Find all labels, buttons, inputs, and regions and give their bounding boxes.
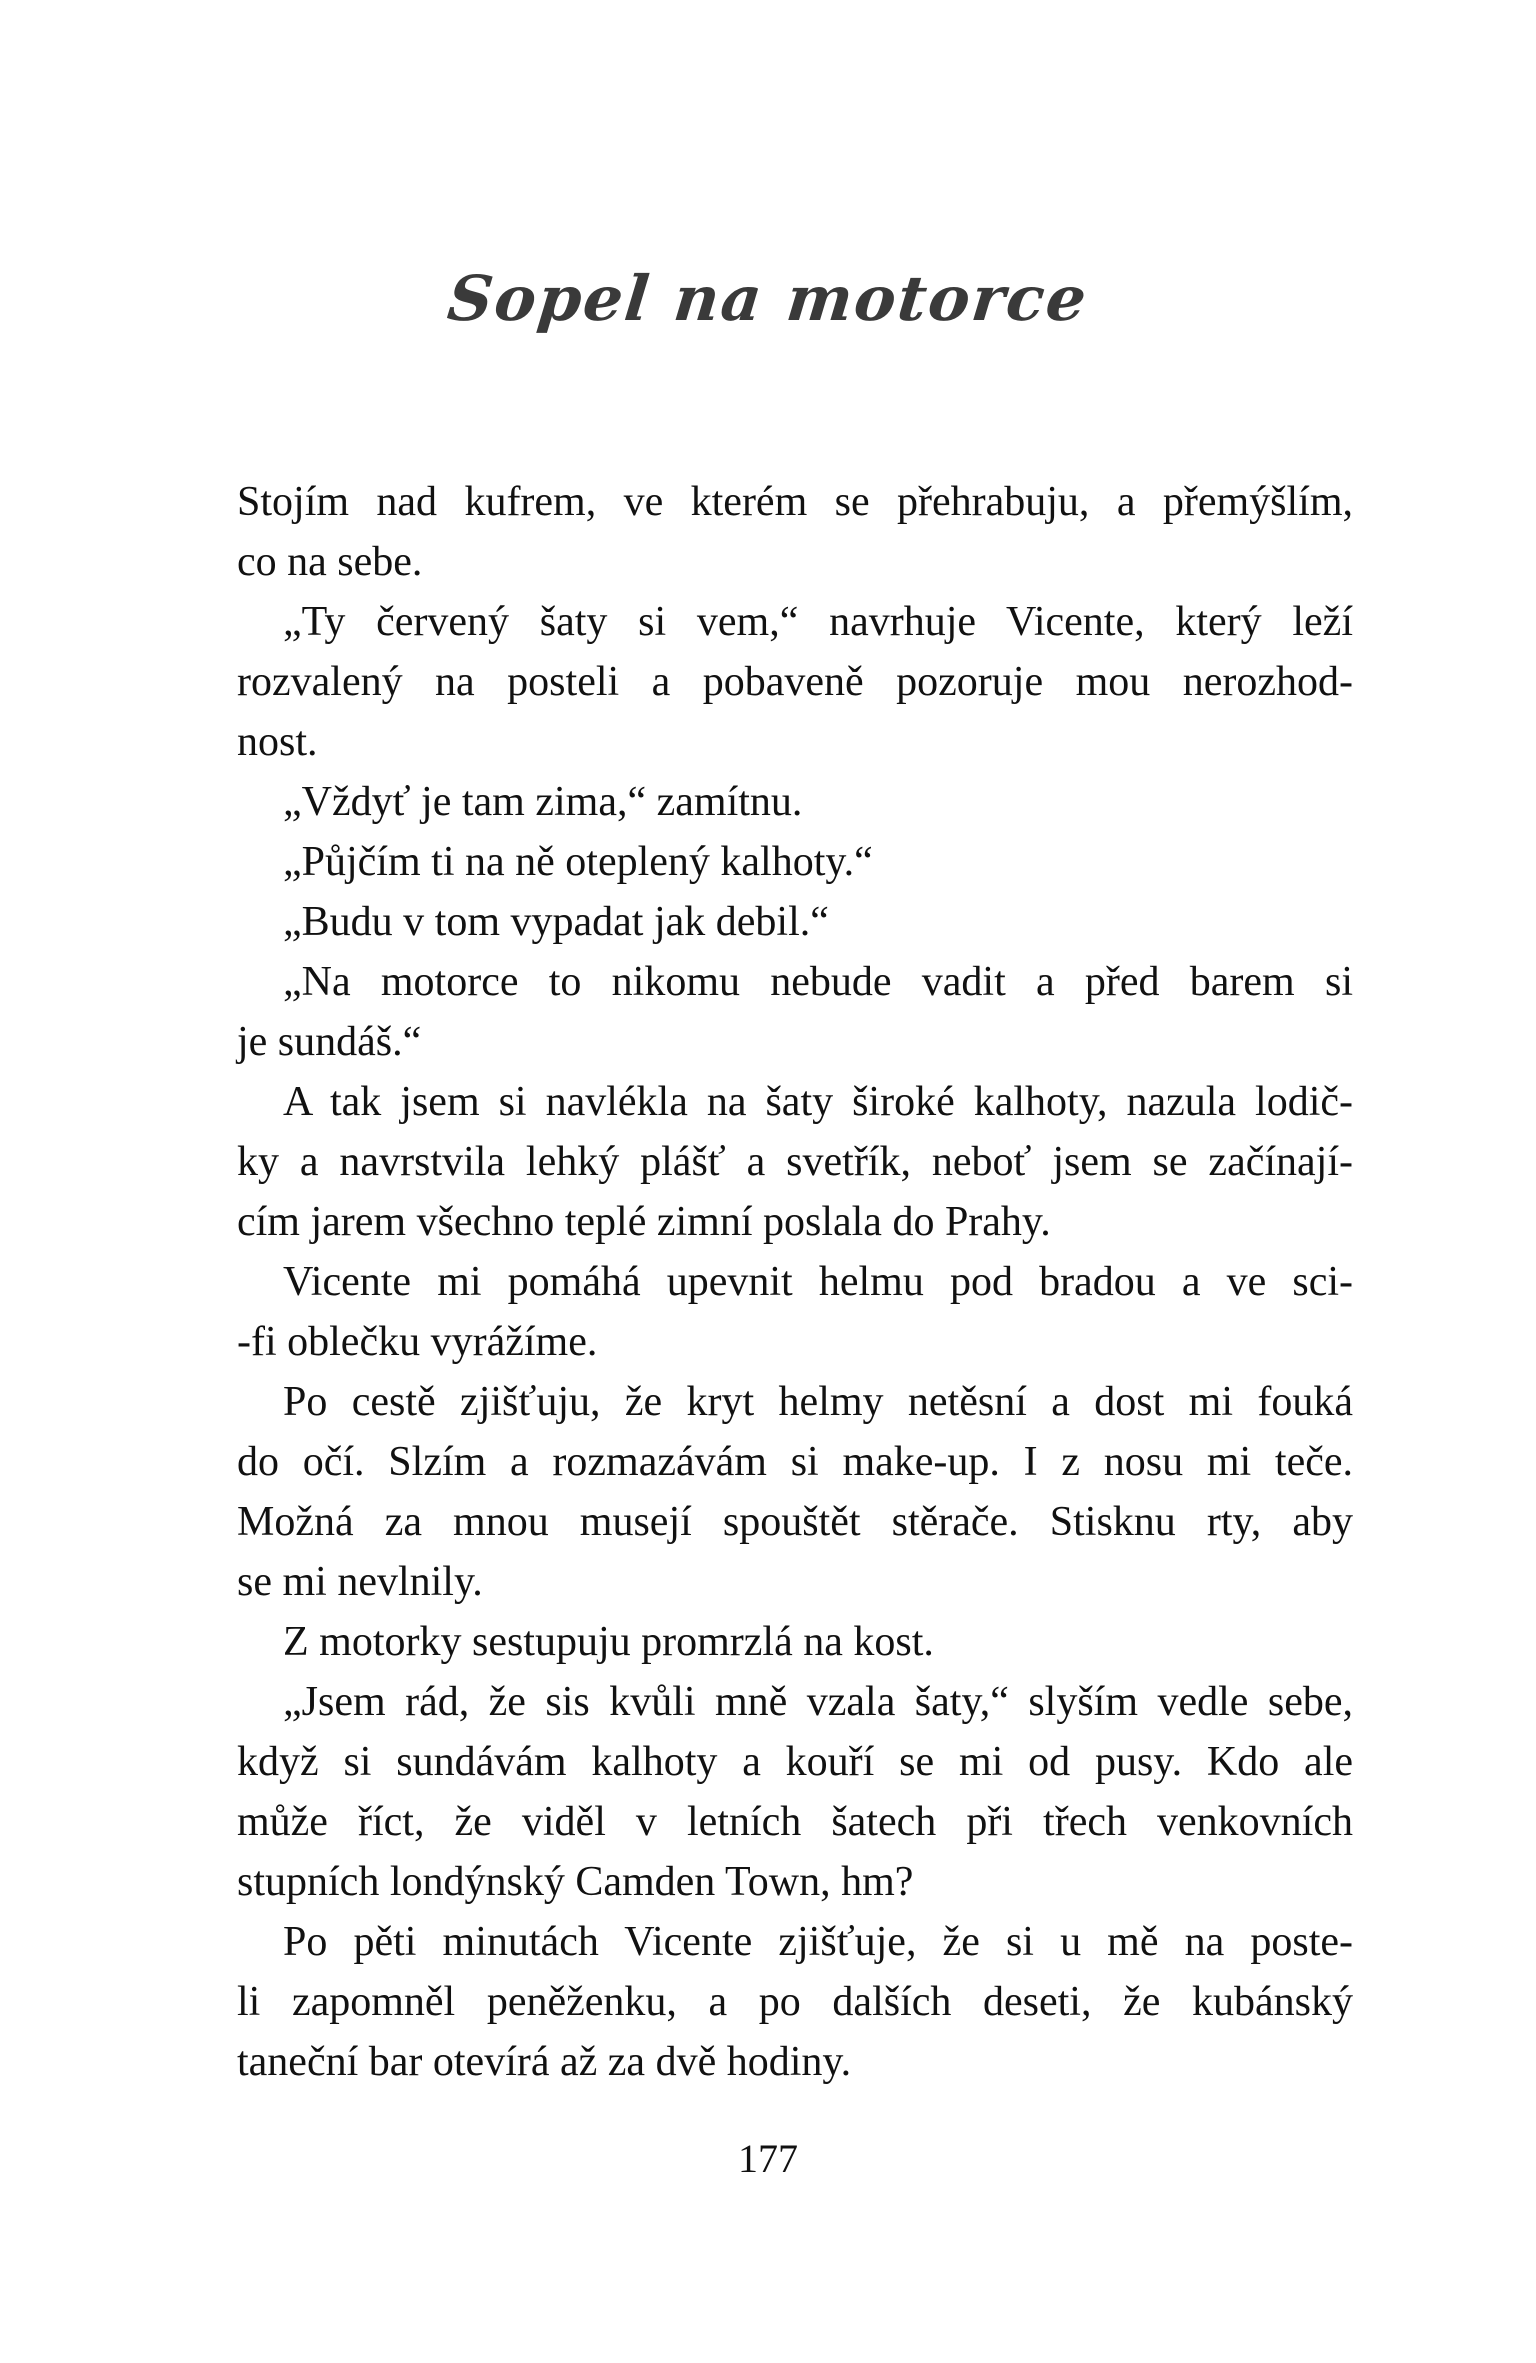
page-number: 177	[738, 2136, 798, 2181]
text-line: může říct, že viděl v letních šatech při třech venkovních	[237, 1799, 1353, 1845]
text-line: ky a navrstvila lehký plášť a svetřík, neboť jsem se začínají-	[237, 1139, 1353, 1185]
text-line: když si sundávám kalhoty a kouří se mi od pusy. Kdo ale	[237, 1739, 1353, 1785]
text-line: co na sebe.	[237, 539, 423, 585]
text-line: se mi nevlnily.	[237, 1559, 483, 1605]
text-line: stupních londýnský Camden Town, hm?	[237, 1859, 914, 1905]
text-line: Vicente mi pomáhá upevnit helmu pod bradou a ve sci-	[283, 1259, 1353, 1305]
text-line: Možná za mnou musejí spouštět stěrače. Stisknu rty, aby	[237, 1499, 1353, 1545]
text-line: „Na motorce to nikomu nebude vadit a před barem si	[283, 959, 1353, 1005]
text-line: „Vždyť je tam zima,“ zamítnu.	[283, 779, 803, 825]
text-line: je sundáš.“	[237, 1019, 422, 1065]
text-line: li zapomněl peněženku, a po dalších deseti, že kubánský	[237, 1979, 1353, 2025]
text-line: Stojím nad kufrem, ve kterém se přehrabuju, a přemýšlím,	[237, 479, 1353, 525]
text-line: „Jsem rád, že sis kvůli mně vzala šaty,“ slyším vedle sebe,	[283, 1679, 1353, 1725]
text-line: „Ty červený šaty si vem,“ navrhuje Vicente, který leží	[283, 599, 1353, 645]
text-line: Z motorky sestupuju promrzlá na kost.	[283, 1619, 934, 1665]
text-line: -fi oblečku vyrážíme.	[237, 1319, 598, 1365]
text-line: nost.	[237, 719, 318, 765]
body-text	[237, 472, 1353, 2092]
text-line: Po cestě zjišťuju, že kryt helmy netěsní a dost mi fouká	[283, 1379, 1353, 1425]
text-line: taneční bar otevírá až za dvě hodiny.	[237, 2039, 852, 2085]
text-line: rozvalený na posteli a pobaveně pozoruje mou nerozhod-	[237, 659, 1353, 705]
text-line: „Budu v tom vypadat jak debil.“	[283, 899, 829, 945]
text-line: Po pěti minutách Vicente zjišťuje, že si u mě na poste-	[283, 1919, 1353, 1965]
text-line: „Půjčím ti na ně oteplený kalhoty.“	[283, 839, 873, 885]
text-line: cím jarem všechno teplé zimní poslala do Prahy.	[237, 1199, 1051, 1245]
text-line: A tak jsem si navlékla na šaty široké kalhoty, nazula lodič-	[283, 1079, 1353, 1125]
text-line: do očí. Slzím a rozmazávám si make-up. I z nosu mi teče.	[237, 1439, 1353, 1485]
chapter-title: Sopel na motorce	[444, 262, 1092, 335]
